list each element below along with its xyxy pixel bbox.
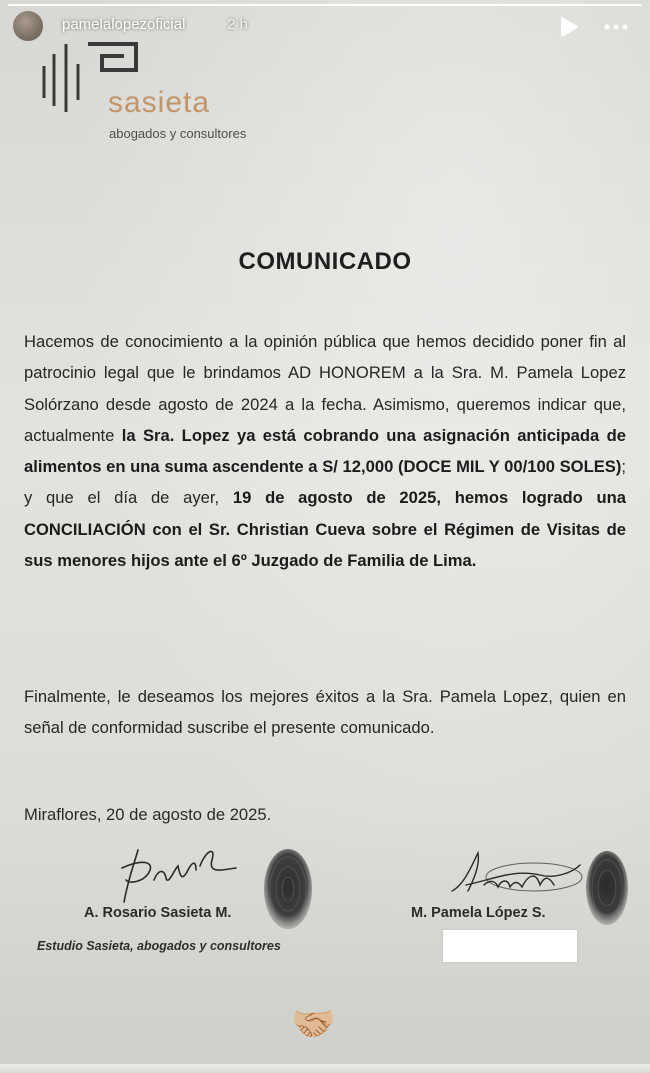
letterhead-brand: sasieta [108, 86, 211, 119]
right-signature-icon [444, 845, 584, 905]
avatar[interactable] [12, 10, 44, 42]
left-fingerprint-icon [262, 846, 314, 932]
story-time-ago: 2 h [227, 16, 248, 33]
right-fingerprint-icon [584, 848, 630, 928]
story-bottom-bar [0, 1064, 650, 1073]
left-signature-icon [104, 840, 244, 910]
left-signer-firm: Estudio Sasieta, abogados y consultores [37, 939, 281, 953]
left-signer-name: A. Rosario Sasieta M. [84, 905, 232, 921]
redaction-box [443, 930, 577, 962]
paragraph-1-run: Hacemos de conocimiento a la opinión pública que hemos decidido poner fin al patrocinio legal que le brindamos AD HONOREM a la Sra. M. Pamela Lopez Solórzano desde agosto de 2024 a la fecha. Asimismo, queremos indicar que, actualmente [24, 332, 626, 445]
story-username[interactable]: pamelalopezoficial [62, 16, 186, 33]
more-icon [604, 23, 628, 31]
play-button[interactable] [556, 14, 582, 40]
document-paragraph-2: Finalmente, le deseamos los mejores éxitos a la Sra. Pamela Lopez, quien en señal de conformidad suscribe el presente comunicado. [24, 687, 626, 738]
document-date: Miraflores, 20 de agosto de 2025. [24, 805, 272, 824]
more-options-button[interactable] [603, 14, 629, 40]
letterhead-tagline: abogados y consultores [109, 126, 247, 141]
paragraph-1-run: ; y que el día de ayer, [24, 457, 626, 508]
document-paragraph-1 [24, 326, 626, 576]
document-title: COMUNICADO [238, 248, 412, 275]
play-icon [559, 16, 579, 38]
paragraph-1-run: 19 de agosto de 2025, hemos logrado una CONCILIACIÓN con el Sr. Christian Cueva sobre el Régimen de Visitas de sus menores hijos ante el 6º Juzgado de Familia de Lima. [24, 488, 627, 571]
right-signer-name: M. Pamela López S. [411, 905, 546, 921]
paragraph-1-run: la Sra. Lopez ya está cobrando una asignación anticipada de alimentos en una suma ascendente a S/ 12,000 (DOCE MIL Y 00/100 SOLES) [24, 425, 626, 477]
handshake-emoji: 🤝🏼 [291, 1003, 336, 1044]
